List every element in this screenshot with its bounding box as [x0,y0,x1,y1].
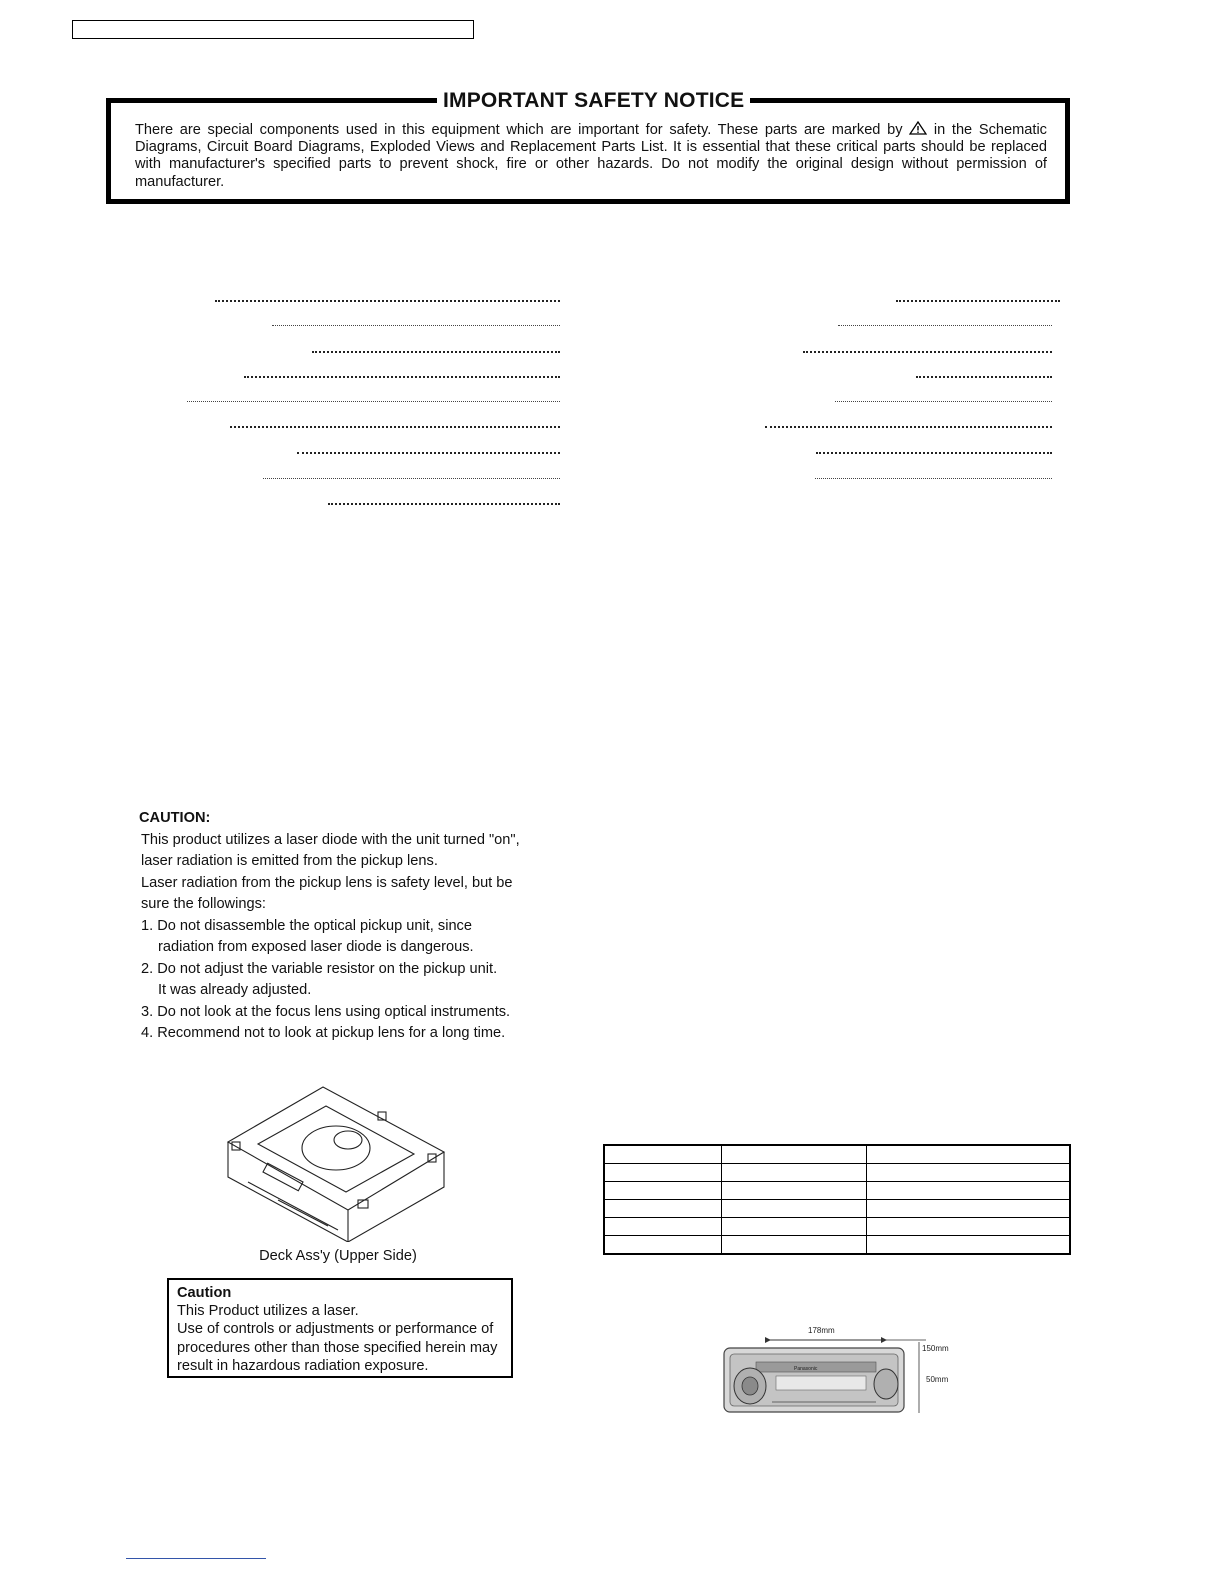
caution-line: Laser radiation from the pickup lens is safety level, but be [141,874,513,891]
table-cell [604,1200,722,1218]
caution-box-line: This Product utilizes a laser. [177,1303,359,1320]
toc-leader [803,351,1052,353]
deck-caption: Deck Ass'y (Upper Side) [259,1248,417,1264]
toc-leader [297,452,560,454]
toc-leader [230,426,560,428]
caution-box-line: Use of controls or adjustments or performance of [177,1321,494,1338]
caution-line: 3. Do not look at the focus lens using optical instruments. [141,1003,511,1020]
laser-caution [141,808,561,1045]
table-cell [722,1236,867,1255]
safety-notice-title: IMPORTANT SAFETY NOTICE [437,89,750,113]
car-stereo-dimensions-drawing [716,1318,966,1418]
table-row [604,1145,1070,1164]
table-cell [722,1145,867,1164]
caution-line: 2. Do not adjust the variable resistor on the pickup unit. [141,960,498,977]
height-label: 50mm [926,1375,949,1384]
table-cell [604,1236,722,1255]
table-row [604,1182,1070,1200]
toc-leader [263,478,560,479]
caution-line: 1. Do not disassemble the optical pickup unit, since [141,917,472,934]
safety-notice-box [106,89,1070,204]
table-cell [867,1145,1071,1164]
table-cell [722,1164,867,1182]
toc-leader [215,300,560,302]
toc-leader [765,426,1052,428]
laser-caution-box [167,1278,513,1378]
toc-leader [328,503,560,505]
table-cell [867,1164,1071,1182]
caution-line: This product utilizes a laser diode with the unit turned "on", [141,831,520,848]
table-cell [604,1164,722,1182]
toc-leader [916,376,1052,378]
table-cell [867,1200,1071,1218]
table-cell [867,1236,1071,1255]
toc-leader [244,376,560,378]
caution-box-line: procedures other than those specified herein may [177,1339,498,1356]
table-cell [867,1182,1071,1200]
table-cell [604,1218,722,1236]
table-row [604,1164,1070,1182]
table-cell [867,1218,1071,1236]
caution-line: laser radiation is emitted from the pickup lens. [141,853,438,869]
caution-line: sure the followings: [141,896,266,912]
table-cell [722,1182,867,1200]
toc-leader [312,351,560,353]
caution-line: It was already adjusted. [158,982,312,998]
width-label: 178mm [808,1326,835,1335]
table-cell [604,1145,722,1164]
header-box [72,20,474,39]
table-cell [604,1182,722,1200]
caution-box-title: Caution [177,1285,232,1301]
table-cell [722,1200,867,1218]
caution-line: radiation from exposed laser diode is dangerous. [158,939,474,955]
table-row [604,1236,1070,1255]
caution-box-line: result in hazardous radiation exposure. [177,1357,429,1374]
deck-assy-drawing [218,1082,450,1242]
toc-leader [272,325,560,326]
brand-label: Panasonic [794,1366,818,1372]
depth-label: 150mm [922,1344,949,1353]
warning-triangle-icon [909,121,927,135]
toc-leader [838,325,1052,326]
car-stereo-face [724,1348,904,1412]
toc-leader [815,478,1052,479]
toc-leader [187,401,560,402]
caution-title: CAUTION: [139,810,211,826]
table-row [604,1218,1070,1236]
spec-table [603,1144,1071,1255]
toc-leader [816,452,1052,454]
caution-line: 4. Recommend not to look at pickup lens for a long time. [141,1025,506,1041]
toc-leader [835,401,1052,402]
safety-notice-text: There are special components used in this equipment which are important for safety. These parts are marked by in the Schematic Diagrams, Circuit Board Diagrams, Exploded Views and Replacement Parts List. It is essential that these critical parts should be replaced with manufacturer's specified parts to prevent shock, fire or other hazards. Do not modify the original design without permission of manufacturer. [135,122,1047,190]
table-row [604,1200,1070,1218]
toc-leader [896,300,1060,302]
table-cell [722,1218,867,1236]
footer-underline [126,1558,266,1559]
